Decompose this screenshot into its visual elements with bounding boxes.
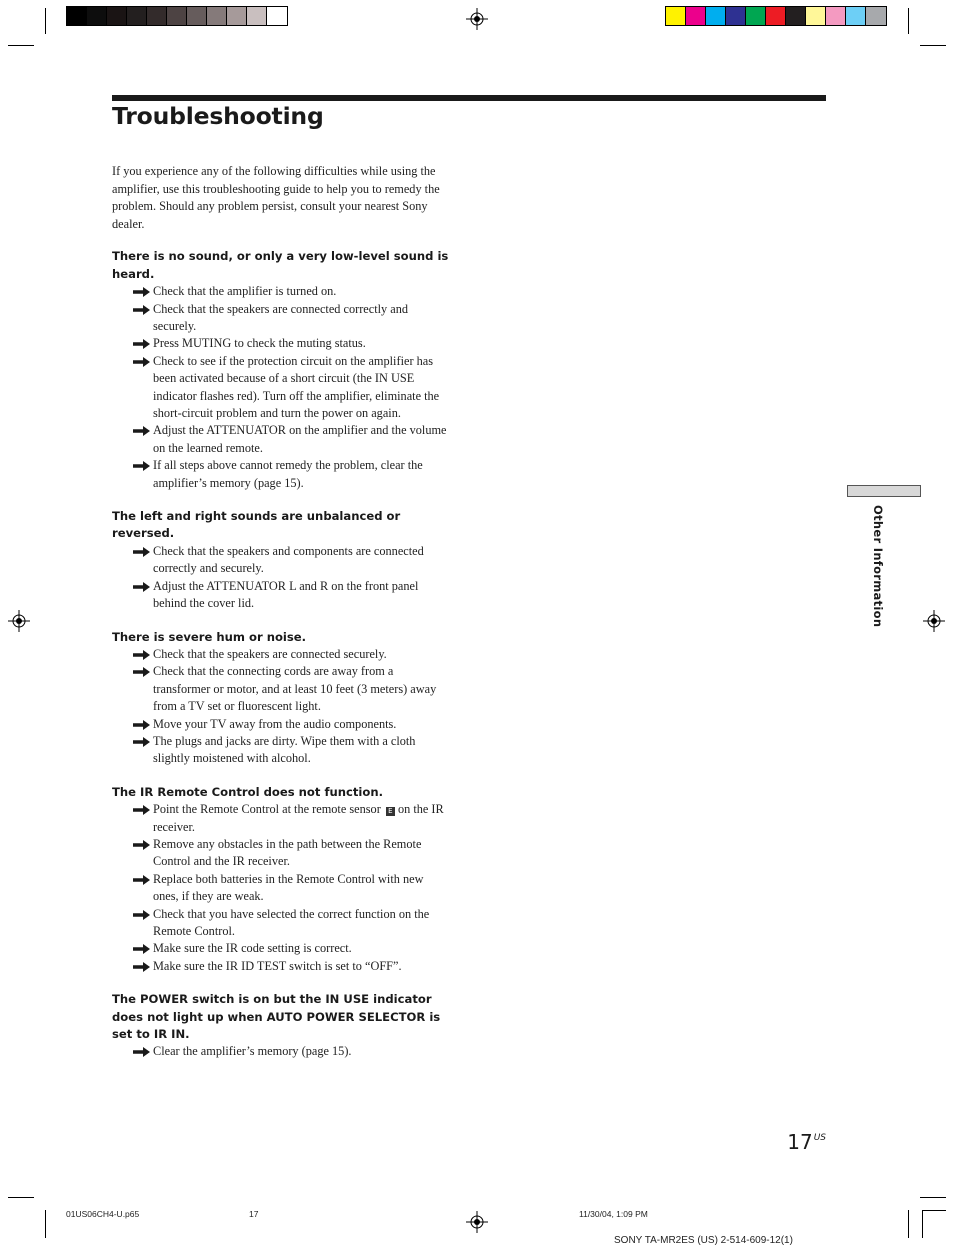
arrow-right-icon xyxy=(133,720,150,730)
registration-mark-icon xyxy=(923,610,945,632)
problem-heading: There is no sound, or only a very low-level sound is heard. xyxy=(112,249,449,281)
remedy-item xyxy=(112,906,452,941)
color-swatch xyxy=(666,7,686,25)
remedy-item xyxy=(112,335,452,352)
arrow-right-icon xyxy=(133,805,150,815)
remedy-item xyxy=(112,301,452,336)
remedy-item xyxy=(112,422,452,457)
remedy-text-suffix: on the IR receiver. xyxy=(153,802,444,834)
color-swatch xyxy=(786,7,806,25)
remedy-item xyxy=(112,457,452,492)
footer-file: 01US06CH4-U.p65 xyxy=(66,1209,140,1219)
remedy-item xyxy=(112,663,452,715)
arrow-right-icon xyxy=(133,962,150,972)
remedy-text: Check that the amplifier is turned on. xyxy=(153,284,337,299)
remedy-item xyxy=(112,958,452,975)
color-swatch xyxy=(706,7,726,25)
arrow-right-icon xyxy=(133,582,150,592)
troubleshooting-section xyxy=(112,629,452,768)
arrow-right-icon xyxy=(133,357,150,367)
remedy-item xyxy=(112,871,452,906)
color-swatch xyxy=(187,7,207,25)
remedy-list xyxy=(112,1043,452,1060)
remedy-list xyxy=(112,283,452,492)
remedy-text: Clear the amplifier’s memory (page 15). xyxy=(153,1044,352,1059)
remedy-text: If all steps above cannot remedy the problem, clear the amplifier’s memory (page 15). xyxy=(153,458,423,490)
footer-date: 11/30/04, 1:09 PM xyxy=(579,1209,648,1219)
troubleshooting-section xyxy=(112,508,452,612)
page-number xyxy=(787,1130,826,1154)
crop-mark xyxy=(920,45,946,46)
crop-mark xyxy=(922,1210,923,1238)
remedy-text: Adjust the ATTENUATOR on the amplifier and the volume on the learned remote. xyxy=(153,423,447,455)
troubleshooting-section xyxy=(112,248,452,492)
color-swatch xyxy=(87,7,107,25)
remedy-text: Check that the speakers are connected securely. xyxy=(153,646,387,661)
crop-mark xyxy=(8,1197,34,1198)
color-swatch xyxy=(766,7,786,25)
remedy-text: Adjust the ATTENUATOR L and R on the front panel behind the cover lid. xyxy=(153,578,419,611)
arrow-right-icon xyxy=(133,305,150,315)
arrow-right-icon xyxy=(133,547,150,557)
page-number-value: 17 xyxy=(787,1130,813,1154)
remedy-item xyxy=(112,733,452,768)
remedy-text: Check that the speakers and components are connected correctly and securely. xyxy=(153,543,424,576)
main-column xyxy=(112,163,452,1077)
section-tab xyxy=(847,485,921,497)
side-section-label: Other Information xyxy=(871,505,885,628)
color-swatch xyxy=(686,7,706,25)
problem-heading: The POWER switch is on but the IN USE indicator does not light up when AUTO POWER SELECTOR is set to IR IN. xyxy=(112,992,441,1042)
arrow-right-icon xyxy=(133,944,150,954)
arrow-right-icon xyxy=(133,650,150,660)
troubleshooting-sections xyxy=(112,248,452,1060)
arrow-right-icon xyxy=(133,461,150,471)
remedy-item xyxy=(112,353,452,423)
page-number-suffix: US xyxy=(813,1133,826,1143)
remedy-item xyxy=(112,646,452,663)
crop-mark xyxy=(45,8,46,34)
remedy-item xyxy=(112,940,452,957)
troubleshooting-section xyxy=(112,991,452,1061)
remedy-item xyxy=(112,543,452,578)
arrow-right-icon xyxy=(133,339,150,349)
footer-model: SONY TA-MR2ES (US) 2-514-609-12(1) xyxy=(614,1235,793,1246)
arrow-right-icon xyxy=(133,1047,150,1057)
remedy-text: Replace both batteries in the Remote Control with new ones, if they are weak. xyxy=(153,871,424,904)
troubleshooting-section xyxy=(112,784,452,975)
color-swatch xyxy=(846,7,866,25)
remedy-text: Make sure the IR code setting is correct. xyxy=(153,941,352,956)
remedy-text: Check that the connecting cords are away from a transformer or motor, and at least 10 feet (3 meters) away from a TV set or fluorescent light. xyxy=(153,664,437,714)
crop-mark xyxy=(908,1210,909,1238)
color-swatch xyxy=(147,7,167,25)
title-rule xyxy=(112,95,826,101)
crop-mark xyxy=(45,1210,46,1238)
remedy-text: Check that the speakers are connected correctly and securely. xyxy=(153,301,409,333)
problem-heading: The left and right sounds are unbalanced or reversed. xyxy=(112,509,401,541)
remedy-text: Press MUTING to check the muting status. xyxy=(153,336,366,351)
color-swatch xyxy=(227,7,247,25)
remedy-item xyxy=(112,578,452,613)
arrow-right-icon xyxy=(133,840,150,850)
remedy-item xyxy=(112,801,452,836)
arrow-right-icon xyxy=(133,910,150,920)
remedy-text: The plugs and jacks are dirty. Wipe them with a cloth slightly moistened with alcohol. xyxy=(153,733,416,766)
footer-page: 17 xyxy=(249,1209,259,1219)
crop-mark xyxy=(922,1210,946,1211)
page-title: Troubleshooting xyxy=(112,102,324,130)
remedy-text: Remove any obstacles in the path between the Remote Control and the IR receiver. xyxy=(153,836,422,869)
color-swatch xyxy=(866,7,886,25)
crop-mark xyxy=(8,45,34,46)
crop-mark xyxy=(908,8,909,34)
arrow-right-icon xyxy=(133,737,150,747)
arrow-right-icon xyxy=(133,287,150,297)
registration-mark-icon xyxy=(466,1211,488,1233)
color-swatch xyxy=(746,7,766,25)
arrow-right-icon xyxy=(133,667,150,677)
remedy-item xyxy=(112,283,452,300)
color-swatch xyxy=(67,7,87,25)
color-swatch xyxy=(107,7,127,25)
remedy-list xyxy=(112,543,452,613)
remedy-item xyxy=(112,716,452,733)
color-swatch xyxy=(806,7,826,25)
remedy-item xyxy=(112,1043,452,1060)
remedy-text: Make sure the IR ID TEST switch is set to “OFF”. xyxy=(153,958,402,973)
color-swatch xyxy=(267,7,287,25)
registration-mark-icon xyxy=(8,610,30,632)
arrow-right-icon xyxy=(133,875,150,885)
problem-heading: The IR Remote Control does not function. xyxy=(112,784,384,799)
intro-paragraph: If you experience any of the following difficulties while using the amplifier, use this troubleshooting guide to help you to remedy the problem. Should any problem persist, consult your nearest Sony dealer. xyxy=(112,164,440,231)
arrow-right-icon xyxy=(133,426,150,436)
color-swatch xyxy=(247,7,267,25)
color-swatch xyxy=(167,7,187,25)
remedy-list xyxy=(112,646,452,768)
color-swatch xyxy=(726,7,746,25)
gray-scale-bar xyxy=(66,6,288,26)
remedy-text: Check to see if the protection circuit on the amplifier has been activated because of a short circuit (the IN USE indicator flashes red). Turn off the amplifier, eliminate the short-circuit problem and turn the power on again. xyxy=(153,353,440,421)
color-calibration-bar xyxy=(665,6,887,26)
remote-sensor-icon: E xyxy=(386,807,395,816)
color-swatch xyxy=(127,7,147,25)
color-swatch xyxy=(826,7,846,25)
registration-mark-icon xyxy=(466,8,488,30)
remedy-text: Move your TV away from the audio components. xyxy=(153,716,397,731)
remedy-list xyxy=(112,801,452,975)
remedy-item xyxy=(112,836,452,871)
crop-mark xyxy=(920,1197,946,1198)
problem-heading: There is severe hum or noise. xyxy=(112,629,307,644)
remedy-text: Check that you have selected the correct function on the Remote Control. xyxy=(153,906,430,938)
color-swatch xyxy=(207,7,227,25)
remedy-text: Point the Remote Control at the remote sensor xyxy=(153,802,381,817)
